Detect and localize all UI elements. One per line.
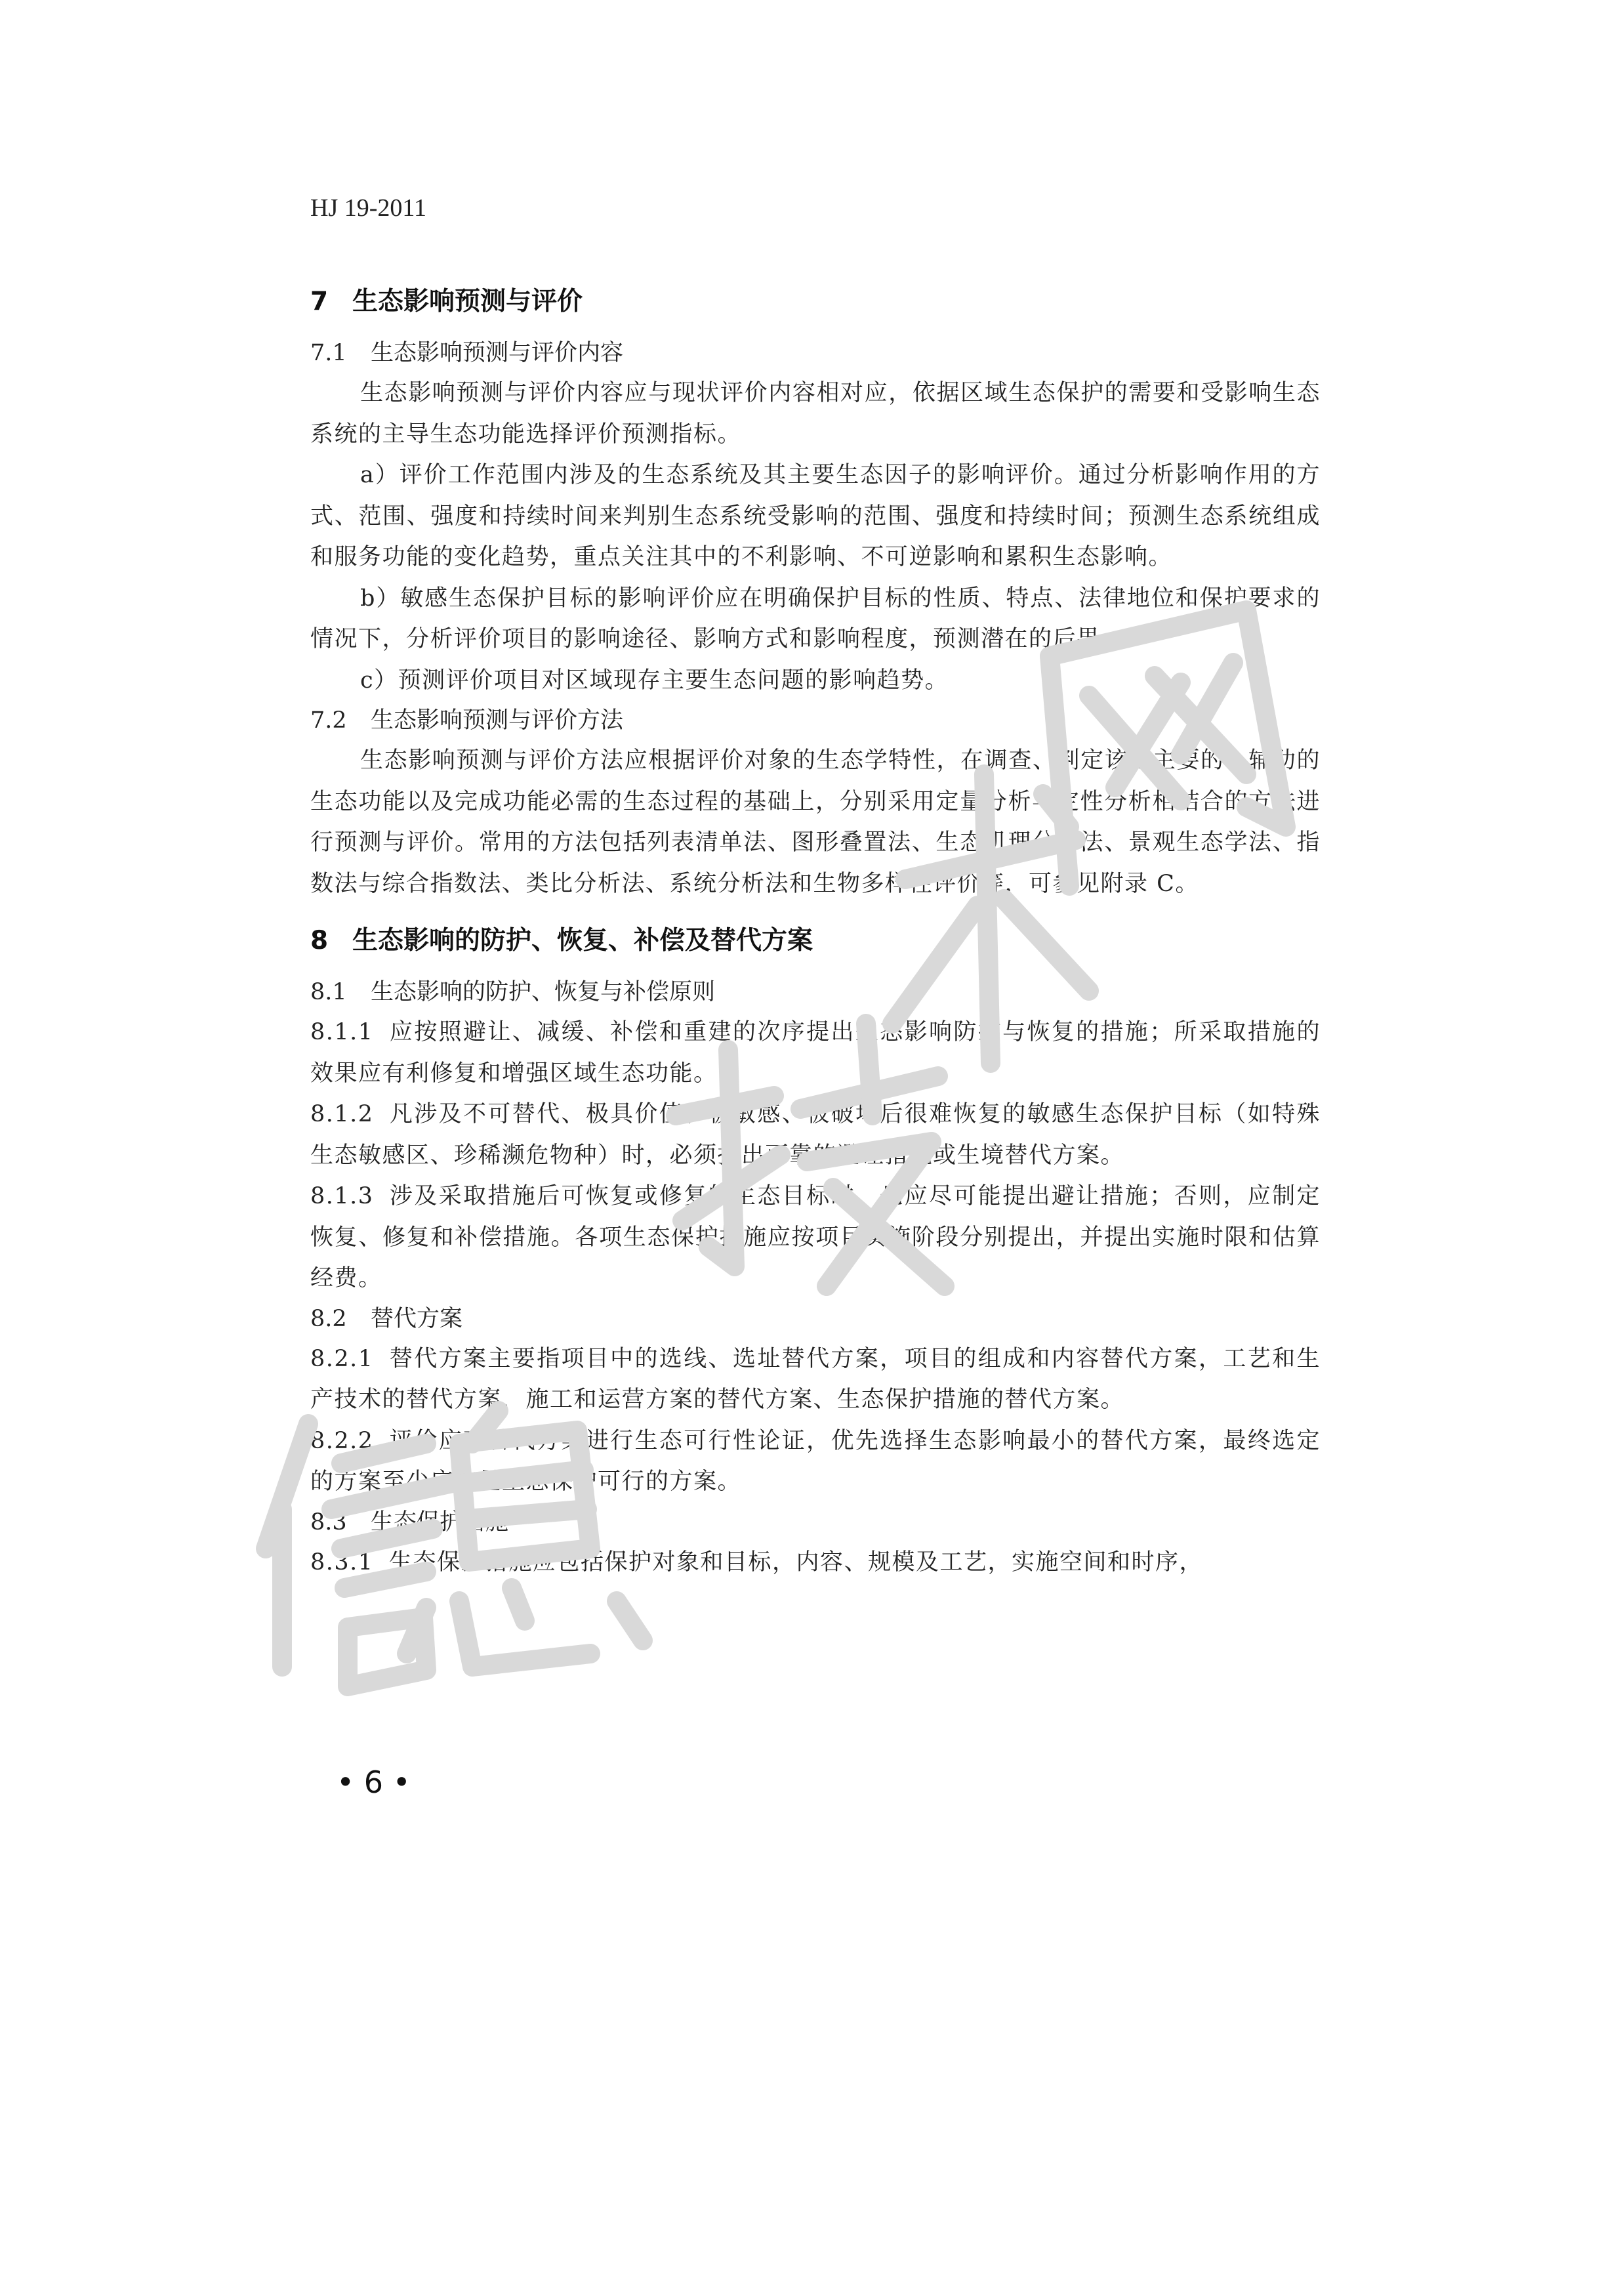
clause-text: 应按照避让、减缓、补偿和重建的次序提出生态影响防护与恢复的措施；所采取措施的效果应有利修复和增强区域生态功能。 bbox=[310, 1019, 1321, 1087]
subsection-heading-7-1 bbox=[310, 333, 1321, 373]
subsection-heading-8-1 bbox=[310, 972, 1321, 1012]
page-content bbox=[310, 282, 1321, 1583]
clause-text: 生态保护措施应包括保护对象和目标，内容、规模及工艺，实施空间和时序， bbox=[389, 1549, 1204, 1576]
clause-number: 8.2.2 bbox=[310, 1427, 374, 1454]
clause-text: 评价应对替代方案进行生态可行性论证，优先选择生态影响最小的替代方案，最终选定的方案至少应该是生态保护可行的方案。 bbox=[310, 1427, 1321, 1495]
list-item-b: b）敏感生态保护目标的影响评价应在明确保护目标的性质、特点、法律地位和保护要求的情况下，分析评价项目的影响途径、影响方式和影响程度，预测潜在的后果。 bbox=[310, 585, 1321, 652]
clause-text: 凡涉及不可替代、极具价值、极敏感、被破坏后很难恢复的敏感生态保护目标（如特殊生态敏感区、珍稀濒危物种）时，必须提出可靠的避让措施或生境替代方案。 bbox=[310, 1101, 1321, 1169]
clause-8-3-1 bbox=[310, 1542, 1321, 1583]
subsection-heading-8-3 bbox=[310, 1503, 1321, 1542]
list-item-a: a）评价工作范围内涉及的生态系统及其主要生态因子的影响评价。通过分析影响作用的方式、范围、强度和持续时间来判别生态系统受影响的范围、强度和持续时间；预测生态系统组成和服务功能的变化趋势，重点关注其中的不利影响、不可逆影响和累积生态影响。 bbox=[310, 462, 1321, 570]
section-number: 7 bbox=[310, 287, 329, 316]
clause-number: 8.2.1 bbox=[310, 1345, 374, 1372]
section-title: 生态影响的防护、恢复、补偿及替代方案 bbox=[352, 926, 813, 955]
clause-number: 8.1.1 bbox=[310, 1019, 374, 1045]
subsection-title: 生态保护措施 bbox=[371, 1509, 509, 1535]
clause-8-1-3 bbox=[310, 1176, 1321, 1299]
subsection-title: 生态影响预测与评价内容 bbox=[371, 340, 624, 366]
subsection-number: 8.3 bbox=[310, 1509, 347, 1535]
list-item-c: c）预测评价项目对区域现存主要生态问题的影响趋势。 bbox=[360, 667, 949, 694]
subsection-number: 7.1 bbox=[310, 340, 347, 366]
section-heading-7 bbox=[310, 282, 1321, 322]
standard-code: HJ 19-2011 bbox=[310, 194, 426, 222]
clause-text: 涉及采取措施后可恢复或修复的生态目标时，也应尽可能提出避让措施；否则，应制定恢复、修复和补偿措施。各项生态保护措施应按项目实施阶段分别提出，并提出实施时限和估算经费。 bbox=[310, 1183, 1321, 1291]
paragraph-7-1-intro: 生态影响预测与评价内容应与现状评价内容相对应，依据区域生态保护的需要和受影响生态系统的主导生态功能选择评价预测指标。 bbox=[310, 380, 1321, 448]
subsection-number: 8.2 bbox=[310, 1305, 347, 1332]
section-heading-8 bbox=[310, 921, 1321, 961]
clause-8-1-2 bbox=[310, 1094, 1321, 1176]
subsection-heading-7-2 bbox=[310, 701, 1321, 740]
clause-8-2-2 bbox=[310, 1421, 1321, 1503]
clause-number: 8.3.1 bbox=[310, 1549, 374, 1576]
section-title: 生态影响预测与评价 bbox=[352, 287, 583, 316]
subsection-number: 8.1 bbox=[310, 979, 347, 1005]
subsection-title: 生态影响的防护、恢复与补偿原则 bbox=[371, 979, 716, 1005]
subsection-heading-8-2 bbox=[310, 1299, 1321, 1339]
subsection-number: 7.2 bbox=[310, 707, 347, 734]
page-number: • 6 • bbox=[337, 1764, 411, 1800]
clause-number: 8.1.2 bbox=[310, 1101, 374, 1127]
subsection-title: 生态影响预测与评价方法 bbox=[371, 707, 624, 734]
clause-8-2-1 bbox=[310, 1339, 1321, 1421]
clause-text: 替代方案主要指项目中的选线、选址替代方案，项目的组成和内容替代方案，工艺和生产技术的替代方案，施工和运营方案的替代方案、生态保护措施的替代方案。 bbox=[310, 1345, 1321, 1413]
clause-number: 8.1.3 bbox=[310, 1183, 374, 1209]
clause-8-1-1 bbox=[310, 1012, 1321, 1094]
subsection-title: 替代方案 bbox=[371, 1305, 463, 1332]
section-number: 8 bbox=[310, 926, 329, 955]
paragraph-7-2: 生态影响预测与评价方法应根据评价对象的生态学特性，在调查、判定该区主要的、辅助的生态功能以及完成功能必需的生态过程的基础上，分别采用定量分析与定性分析相结合的方法进行预测与评价。常用的方法包括列表清单法、图形叠置法、生态机理分析法、景观生态学法、指数法与综合指数法、类比分析法、系统分析法和生物多样性评价等，可参见附录 C。 bbox=[310, 747, 1321, 897]
